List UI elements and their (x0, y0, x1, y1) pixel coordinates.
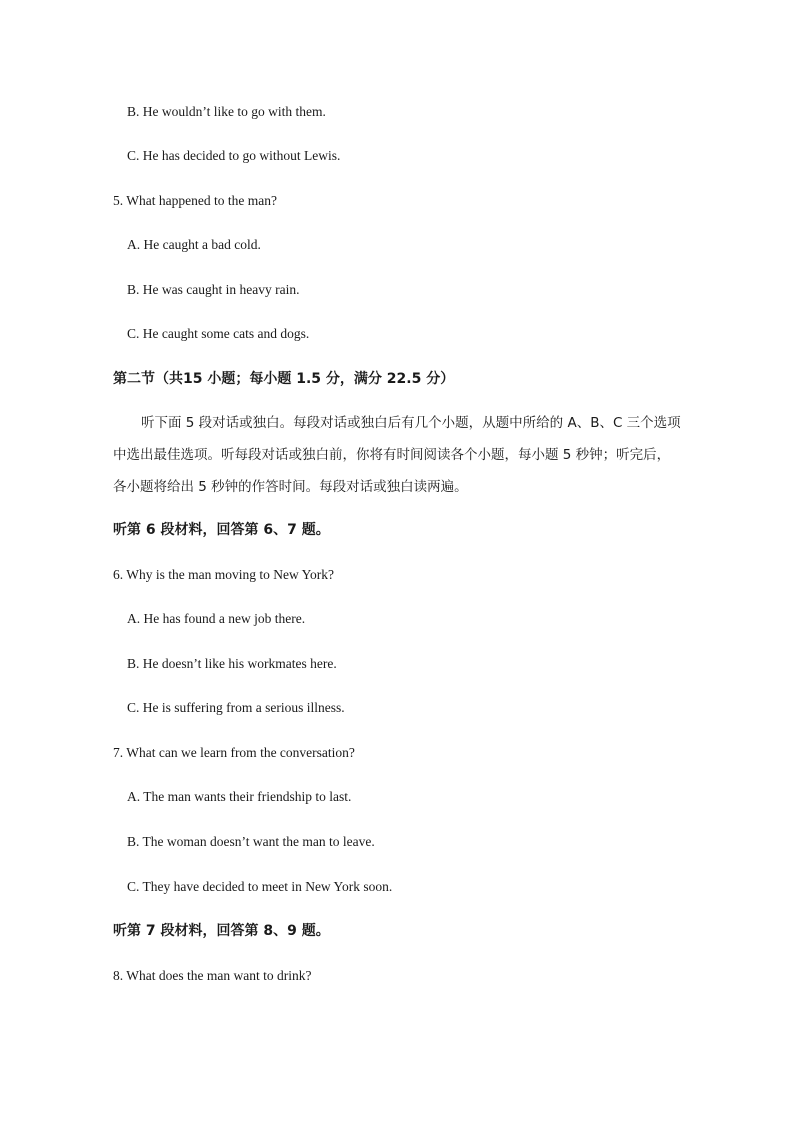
q8-stem: 8. What does the man want to drink? (113, 968, 312, 983)
q5-option-a: A. He caught a bad cold. (127, 237, 261, 252)
section2-instructions: 听下面 5 段对话或独白。每段对话或独白后有几个小题，从题中所给的 A、B、C 三个选项中选出最佳选项。听每段对话或独白前，你将有时间阅读各个小题，每小题 5 秒钟；听完后，各小题将给出 5 秒钟的作答时间。每段对话或独白读两遍。 (113, 415, 681, 495)
q7-option-b: B. The woman doesn’t want the man to leave. (127, 834, 375, 849)
q5-option-c: C. He caught some cats and dogs. (127, 326, 310, 341)
q7-option-a: A. The man wants their friendship to last. (127, 789, 352, 804)
q7-option-c: C. They have decided to meet in New York soon. (127, 879, 393, 894)
passage6-heading: 听第 6 段材料，回答第 6、7 题。 (113, 522, 330, 538)
q5-option-b: B. He was caught in heavy rain. (127, 282, 300, 297)
q6-option-c: C. He is suffering from a serious illness. (127, 700, 345, 715)
q6-stem: 6. Why is the man moving to New York? (113, 567, 334, 582)
q4-option-b: B. He wouldn’t like to go with them. (127, 104, 326, 119)
q6-option-b: B. He doesn’t like his workmates here. (127, 656, 337, 671)
section2-heading: 第二节（共15 小题；每小题 1.5 分，满分 22.5 分） (113, 371, 455, 387)
q5-stem: 5. What happened to the man? (113, 193, 277, 208)
q7-stem: 7. What can we learn from the conversation? (113, 745, 355, 760)
q4-option-c: C. He has decided to go without Lewis. (127, 148, 341, 163)
passage7-heading: 听第 7 段材料，回答第 8、9 题。 (113, 923, 330, 939)
q6-option-a: A. He has found a new job there. (127, 611, 306, 626)
